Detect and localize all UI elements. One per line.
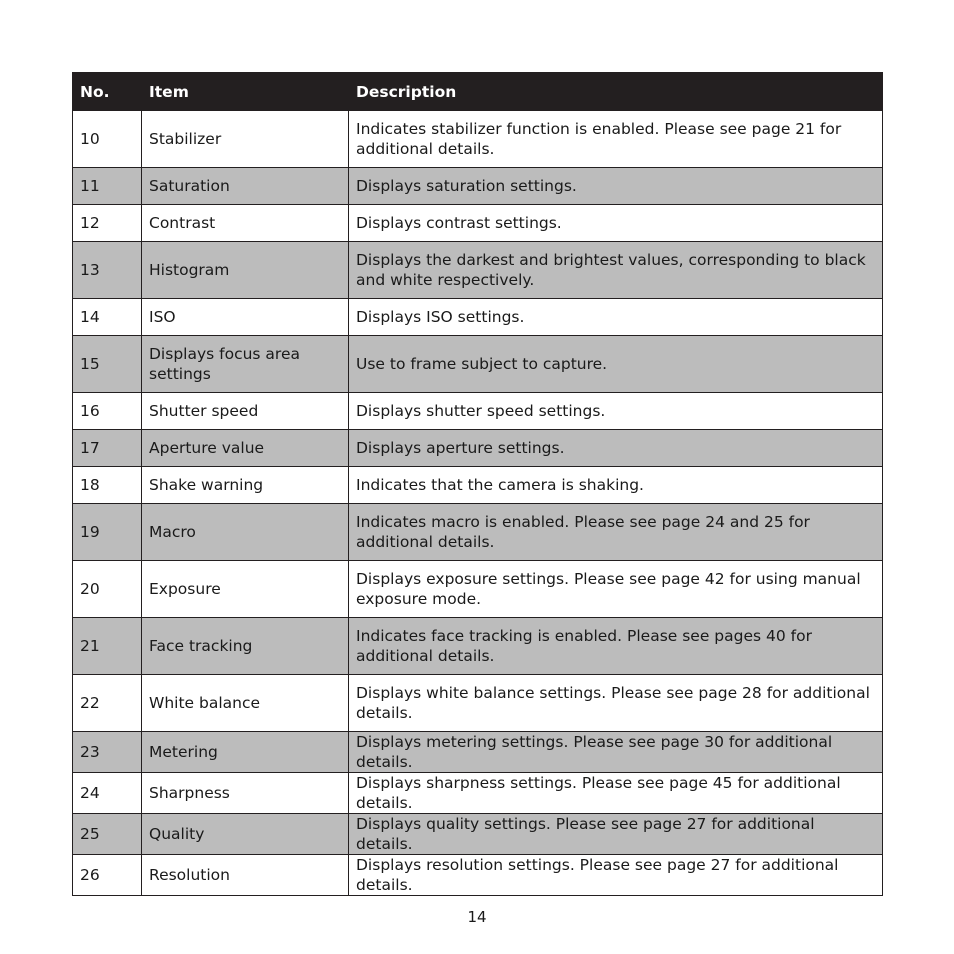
page-number: 14	[467, 908, 487, 926]
cell-no: 25	[73, 814, 142, 855]
cell-item: ISO	[142, 299, 349, 336]
cell-item: Displays focus area settings	[142, 336, 349, 393]
cell-no: 26	[73, 855, 142, 896]
table-row	[73, 393, 883, 430]
header-item: Item	[142, 73, 349, 111]
cell-no: 11	[73, 168, 142, 205]
table-row	[73, 168, 883, 205]
cell-description: Indicates macro is enabled. Please see page 24 and 25 for additional details.	[349, 504, 883, 561]
cell-description: Displays metering settings. Please see page 30 for additional details.	[349, 732, 883, 773]
table-header	[73, 73, 883, 111]
cell-item: Sharpness	[142, 773, 349, 814]
cell-description: Displays sharpness settings. Please see page 45 for additional details.	[349, 773, 883, 814]
cell-no: 22	[73, 675, 142, 732]
cell-no: 24	[73, 773, 142, 814]
cell-item: Saturation	[142, 168, 349, 205]
cell-item: Shake warning	[142, 467, 349, 504]
header-row	[73, 73, 883, 111]
header-no: No.	[73, 73, 142, 111]
cell-description: Indicates stabilizer function is enabled. Please see page 21 for additional details.	[349, 111, 883, 168]
cell-no: 19	[73, 504, 142, 561]
cell-description: Displays aperture settings.	[349, 430, 883, 467]
table-row	[73, 299, 883, 336]
cell-description: Displays shutter speed settings.	[349, 393, 883, 430]
cell-description: Displays ISO settings.	[349, 299, 883, 336]
cell-no: 10	[73, 111, 142, 168]
cell-no: 21	[73, 618, 142, 675]
cell-description: Displays white balance settings. Please see page 28 for additional details.	[349, 675, 883, 732]
cell-item: Aperture value	[142, 430, 349, 467]
header-description: Description	[349, 73, 883, 111]
cell-description: Displays the darkest and brightest values, corresponding to black and white respectively.	[349, 242, 883, 299]
table-row	[73, 855, 883, 896]
cell-item: Face tracking	[142, 618, 349, 675]
cell-no: 16	[73, 393, 142, 430]
table-row	[73, 618, 883, 675]
cell-item: Stabilizer	[142, 111, 349, 168]
table-row	[73, 467, 883, 504]
table-row	[73, 814, 883, 855]
cell-item: Histogram	[142, 242, 349, 299]
cell-no: 14	[73, 299, 142, 336]
cell-item: Contrast	[142, 205, 349, 242]
cell-no: 12	[73, 205, 142, 242]
cell-no: 23	[73, 732, 142, 773]
cell-item: Macro	[142, 504, 349, 561]
table-row	[73, 336, 883, 393]
cell-no: 20	[73, 561, 142, 618]
table-row	[73, 205, 883, 242]
cell-item: Metering	[142, 732, 349, 773]
table-row	[73, 561, 883, 618]
cell-description: Displays exposure settings. Please see page 42 for using manual exposure mode.	[349, 561, 883, 618]
cell-no: 13	[73, 242, 142, 299]
cell-item: Resolution	[142, 855, 349, 896]
cell-no: 17	[73, 430, 142, 467]
table-row	[73, 111, 883, 168]
table-row	[73, 504, 883, 561]
cell-item: Shutter speed	[142, 393, 349, 430]
cell-no: 18	[73, 467, 142, 504]
table-row	[73, 732, 883, 773]
spec-table	[72, 72, 883, 896]
table-body	[73, 111, 883, 896]
cell-description: Displays quality settings. Please see page 27 for additional details.	[349, 814, 883, 855]
cell-description: Indicates that the camera is shaking.	[349, 467, 883, 504]
cell-description: Displays saturation settings.	[349, 168, 883, 205]
cell-description: Displays contrast settings.	[349, 205, 883, 242]
cell-item: Quality	[142, 814, 349, 855]
cell-item: White balance	[142, 675, 349, 732]
table-row	[73, 430, 883, 467]
cell-description: Displays resolution settings. Please see page 27 for additional details.	[349, 855, 883, 896]
table-row	[73, 675, 883, 732]
table-row	[73, 773, 883, 814]
cell-item: Exposure	[142, 561, 349, 618]
cell-description: Use to frame subject to capture.	[349, 336, 883, 393]
table-row	[73, 242, 883, 299]
cell-description: Indicates face tracking is enabled. Please see pages 40 for additional details.	[349, 618, 883, 675]
cell-no: 15	[73, 336, 142, 393]
